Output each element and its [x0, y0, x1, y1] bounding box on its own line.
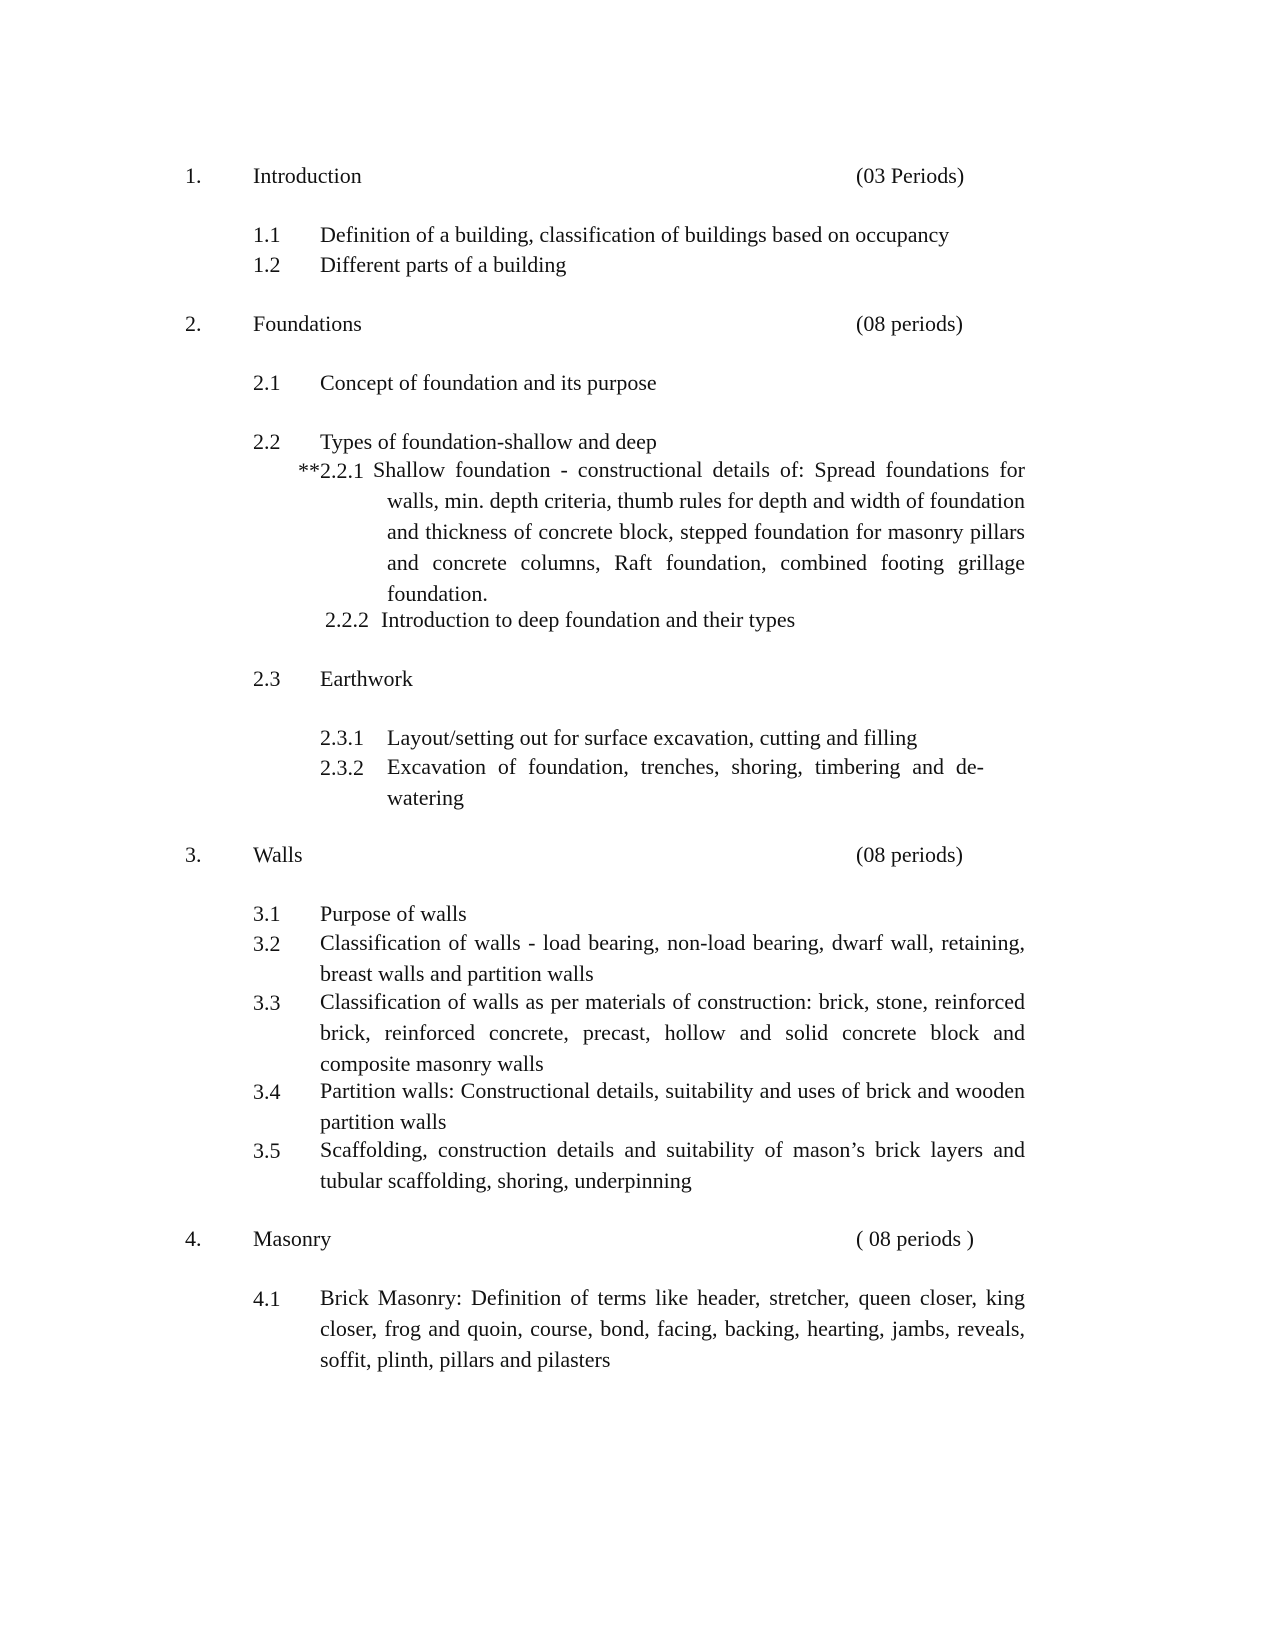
- item-number: 3.5: [253, 1138, 281, 1163]
- item-text: Different parts of a building: [320, 252, 567, 277]
- subitem-text: Layout/setting out for surface excavation, cutting and filling: [387, 725, 918, 750]
- item-text: Definition of a building, classification of buildings based on occupancy: [320, 222, 950, 247]
- section-number: 2.: [185, 311, 202, 336]
- item-number: 3.2: [253, 931, 281, 956]
- item-number: 2.2: [253, 429, 281, 454]
- item-number: 4.1: [253, 1286, 281, 1311]
- section-title: Masonry: [253, 1226, 332, 1251]
- section-periods: ( 08 periods ): [856, 1226, 974, 1251]
- subitem-number: 2.3.2: [320, 755, 364, 780]
- section-title: Walls: [253, 842, 303, 867]
- section-number: 4.: [185, 1226, 202, 1251]
- item-text: Scaffolding, construction details and suitability of mason’s brick layers and tubular scaffolding, shoring, underpinning: [320, 1137, 1025, 1193]
- section-title: Foundations: [253, 311, 362, 336]
- section-periods: (08 periods): [856, 311, 963, 336]
- item-text: Partition walls: Constructional details, suitability and uses of brick and wooden partition walls: [320, 1078, 1025, 1134]
- subitem-number: **2.2.1: [298, 458, 364, 483]
- item-number: 3.4: [253, 1079, 281, 1104]
- item-number: 1.1: [253, 222, 281, 247]
- item-text: Types of foundation-shallow and deep: [320, 429, 657, 454]
- item-number: 3.1: [253, 901, 281, 926]
- subitem-text: Excavation of foundation, trenches, shoring, timbering and de-watering: [387, 754, 984, 810]
- subitem-number: 2.3.1: [320, 725, 364, 750]
- item-number: 2.1: [253, 370, 281, 395]
- item-number: 2.3: [253, 666, 281, 691]
- section-periods: (03 Periods): [856, 163, 965, 188]
- subitem-text-body: Shallow foundation - constructional details of: Spread foundations for walls, min. depth criteria, thumb rules for depth and width of foundation and thickness of concrete block, stepped foundation for masonry pillars and concrete columns, Raft foundation, combined footing grillage foundation.: [373, 457, 1025, 606]
- item-text: Earthwork: [320, 666, 413, 691]
- section-number: 1.: [185, 163, 202, 188]
- item-number: 1.2: [253, 252, 281, 277]
- item-text: Brick Masonry: Definition of terms like header, stretcher, queen closer, king closer, frog and quoin, course, bond, facing, backing, hearting, jambs, reveals, soffit, plinth, pillars and pilasters: [320, 1285, 1025, 1372]
- section-number: 3.: [185, 842, 202, 867]
- section-title: Introduction: [253, 163, 362, 188]
- item-text: Classification of walls - load bearing, non-load bearing, dwarf wall, retaining, breast walls and partition walls: [320, 930, 1025, 986]
- subitem-text: [373, 454, 1025, 609]
- item-text: Classification of walls as per materials of construction: brick, stone, reinforced brick, reinforced concrete, precast, hollow and solid concrete block and composite masonry walls: [320, 989, 1025, 1076]
- item-text: Concept of foundation and its purpose: [320, 370, 657, 395]
- subitem-text: Introduction to deep foundation and their types: [381, 607, 796, 632]
- item-number: 3.3: [253, 990, 281, 1015]
- section-periods: (08 periods): [856, 842, 963, 867]
- item-text: Purpose of walls: [320, 901, 467, 926]
- subitem-number: 2.2.2: [325, 607, 369, 632]
